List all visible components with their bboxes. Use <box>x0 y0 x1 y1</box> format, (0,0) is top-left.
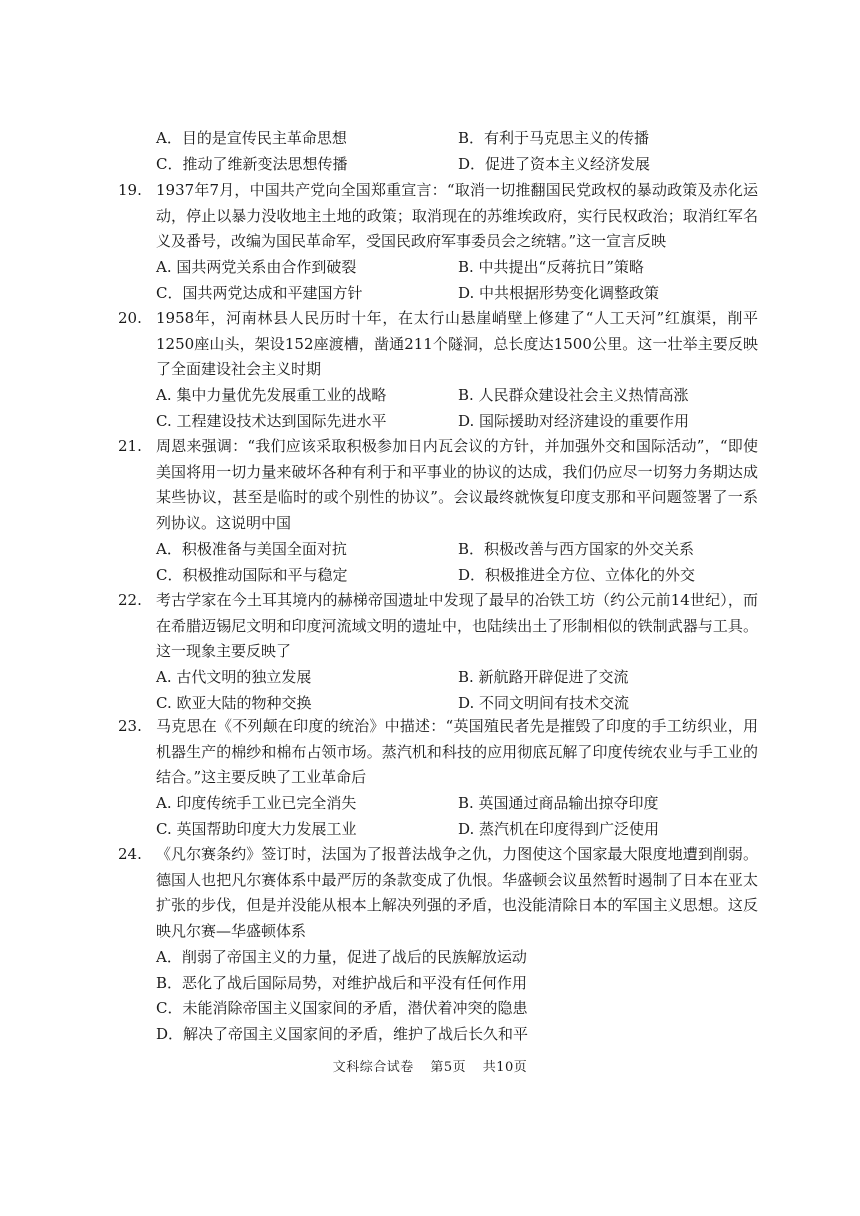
exam-title: 文科综合试卷 <box>332 1060 414 1075</box>
option-c: C．国共两党达成和平建国方针 <box>156 283 363 302</box>
option-b: B. 中共提出“反蒋抗日”策略 <box>458 258 644 277</box>
option-a: A. 印度传统手工业已完全消失 <box>156 794 357 813</box>
question-stem: 《凡尔赛条约》签订时，法国为了报普法战争之仇，力图使这个国家最大限度地遭到削弱。德国人也把凡尔赛体系中最严厉的条款变成了仇恨。华盛顿会议虽然暂时遏制了日本在亚太扩张的步伐，但是并没能从根本上解决列强的矛盾，也没能清除日本的军国主义思想。这反映凡尔赛—华盛顿体系 <box>156 845 758 941</box>
option-d: D. 中共根据形势变化调整政策 <box>458 283 660 302</box>
question-24-options <box>118 945 758 1048</box>
question-number: 21. <box>118 437 142 455</box>
option-b: B．恶化了战后国际局势，对维护战后和平没有任何作用 <box>156 973 528 992</box>
question-20-options <box>118 383 758 434</box>
question-19 <box>118 178 758 307</box>
option-b: B. 人民群众建设社会主义热情高涨 <box>458 386 689 405</box>
question-number: 19. <box>118 181 142 199</box>
option-d: D．积极推进全方位、立体化的外交 <box>458 565 696 584</box>
option-d: D. 不同文明间有技术交流 <box>458 693 630 712</box>
option-b: B．有利于马克思主义的传播 <box>458 129 650 147</box>
question-number: 20. <box>118 309 142 327</box>
option-c: C．推动了维新变法思想传播 <box>156 154 348 173</box>
question-23-options <box>118 791 758 842</box>
question-18-options <box>118 126 758 177</box>
option-c: C．积极推动国际和平与稳定 <box>156 565 348 584</box>
page-footer <box>0 1056 860 1075</box>
question-stem: 马克思在《不列颠在印度的统治》中描述：“英国殖民者先是摧毁了印度的手工纺织业，用机器生产的棉纱和棉布占领市场。蒸汽机和科技的应用彻底瓦解了印度传统农业与手工业的结合。”这主要反映了工业革命后 <box>156 717 758 787</box>
question-18-options-block <box>118 126 758 177</box>
question-number: 24. <box>118 845 142 863</box>
option-a: A. 古代文明的独立发展 <box>156 668 312 687</box>
question-19-options <box>118 255 758 306</box>
question-20 <box>118 306 758 435</box>
question-number: 23. <box>118 717 142 735</box>
option-d: D．解决了帝国主义国家间的矛盾，维护了战后长久和平 <box>156 1024 529 1043</box>
option-a: A. 集中力量优先发展重工业的战略 <box>156 386 387 405</box>
option-b: B. 新航路开辟促进了交流 <box>458 668 629 687</box>
question-stem: 1937年7月，中国共产党向全国郑重宣言：“取消一切推翻国民党政权的暴动政策及赤化运动，停止以暴力没收地主土地的政策；取消现在的苏维埃政府，实行民权政治；取消红军名义及番号，改编为国民革命军，受国民政府军事委员会之统辖。”这一宣言反映 <box>156 181 758 251</box>
question-stem: 1958年，河南林县人民历时十年，在太行山悬崖峭壁上修建了“人工天河”红旗渠，削平1250座山头，架设152座渡槽，凿通211个隧洞，总长度达1500公里。这一壮举主要反映了全面建设社会主义时期 <box>156 309 758 379</box>
option-a: A．目的是宣传民主革命思想 <box>156 129 347 147</box>
option-c: C. 欧亚大陆的物种交换 <box>156 693 312 712</box>
option-c: C. 英国帮助印度大力发展工业 <box>156 819 357 838</box>
question-stem: 周恩来强调：“我们应该采取积极参加日内瓦会议的方针，并加强外交和国际活动”，“即使美国将用一切力量来破坏各种有利于和平事业的协议的达成，我们仍应尽一切努力务期达成某些协议，甚至是临时的或个别性的协议”。会议最终就恢复印度支那和平问题签署了一系列协议。这说明中国 <box>156 437 758 533</box>
option-b: B. 英国通过商品输出掠夺印度 <box>458 794 659 813</box>
option-d: D. 蒸汽机在印度得到广泛使用 <box>458 819 660 838</box>
option-d: D. 国际援助对经济建设的重要作用 <box>458 411 690 430</box>
total-pages: 共10页 <box>482 1060 528 1075</box>
question-23 <box>118 714 758 843</box>
question-21-options <box>118 537 758 588</box>
page-number: 第5页 <box>430 1060 467 1075</box>
option-a: A．积极准备与美国全面对抗 <box>156 539 347 558</box>
question-22 <box>118 588 758 717</box>
option-a: A．削弱了帝国主义的力量，促进了战后的民族解放运动 <box>156 947 527 966</box>
option-d: D．促进了资本主义经济发展 <box>458 154 651 173</box>
question-stem: 考古学家在今土耳其境内的赫梯帝国遗址中发现了最早的冶铁工坊（约公元前14世纪），而在希腊迈锡尼文明和印度河流域文明的遗址中，也陆续出土了形制相似的铁制武器与工具。这一现象主要反映了 <box>156 591 758 661</box>
option-c: C. 工程建设技术达到国际先进水平 <box>156 411 387 430</box>
option-c: C．未能消除帝国主义国家间的矛盾，潜伏着冲突的隐患 <box>156 999 528 1018</box>
question-21 <box>118 434 758 588</box>
question-number: 22. <box>118 591 142 609</box>
option-a: A. 国共两党关系由合作到破裂 <box>156 258 357 277</box>
question-22-options <box>118 665 758 716</box>
option-b: B．积极改善与西方国家的外交关系 <box>458 539 695 558</box>
question-24 <box>118 842 758 1048</box>
